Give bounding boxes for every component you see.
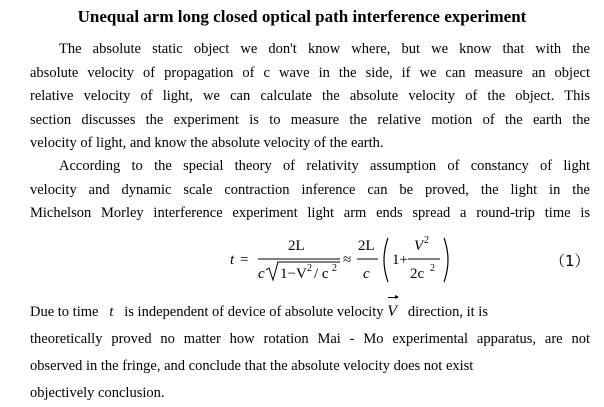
math-variable-t: t — [109, 304, 114, 320]
eq-frac3-den-sup: 2 — [430, 263, 435, 274]
text-line: Michelson Morley interference experiment light arm ends spread a round-trip time is — [30, 205, 590, 221]
eq-frac1-num: 2L — [288, 238, 305, 254]
text-line: relative velocity of light, we can calculate the absolute velocity of the object. This — [30, 88, 590, 104]
eq-paren-left — [384, 238, 388, 282]
text-line: theoretically proved no matter how rotation Mai - Mo experimental apparatus, are not — [30, 331, 590, 347]
eq-frac3-sup: 2 — [424, 235, 429, 246]
eq-frac2-num: 2L — [358, 238, 375, 254]
text-line: velocity of light, and know the absolute velocity of the earth. — [30, 135, 384, 151]
text-fragment: is independent of device of absolute velocity — [124, 304, 384, 320]
equation-formula — [228, 234, 458, 286]
eq-frac3-num: V — [414, 238, 424, 254]
text-line: section discusses the experiment is to measure the relative motion of the earth the — [30, 111, 590, 128]
text-line: The absolute static object we don't know where, but we know that with the — [59, 41, 590, 57]
eq-frac1-den-rad2: / c — [314, 266, 329, 282]
eq-frac1-den-rad: 1−V — [280, 266, 307, 282]
paragraph-relativity — [30, 155, 590, 226]
eq-frac2-den: c — [363, 266, 370, 282]
eq-paren-one: 1+ — [392, 252, 408, 268]
vector-v: V — [387, 298, 397, 325]
eq-equals: = — [240, 252, 249, 268]
text-line: According to the special theory of relativity assumption of constancy of light — [59, 158, 590, 174]
eq-frac3-den: 2c — [410, 266, 425, 282]
eq-frac1-sup: 2 — [307, 263, 312, 274]
eq-frac1-sup2: 2 — [332, 263, 337, 274]
paragraph-conclusion — [30, 298, 590, 407]
text-line: velocity and dynamic scale contraction inference can be proved, the light in the — [30, 181, 590, 198]
eq-approx: ≈ — [343, 252, 352, 268]
text-line: absolute velocity of propagation of c wave in the side, if we can measure an object — [30, 64, 590, 81]
equation-number: （1） — [550, 252, 590, 270]
equation-1 — [0, 234, 604, 286]
eq-lhs: t — [230, 252, 235, 268]
eq-paren-right — [444, 238, 448, 282]
document-title: Unequal arm long closed optical path interference experiment — [77, 7, 527, 26]
paragraph-intro — [30, 38, 590, 156]
text-fragment: direction, it is — [407, 304, 488, 320]
text-line: objectively conclusion. — [30, 385, 165, 401]
text-fragment: Due to time — [30, 304, 99, 320]
eq-frac1-den-c: c — [258, 266, 265, 282]
text-line — [30, 298, 590, 326]
text-line: observed in the fringe, and conclude that the absolute velocity does not exist — [30, 358, 474, 374]
